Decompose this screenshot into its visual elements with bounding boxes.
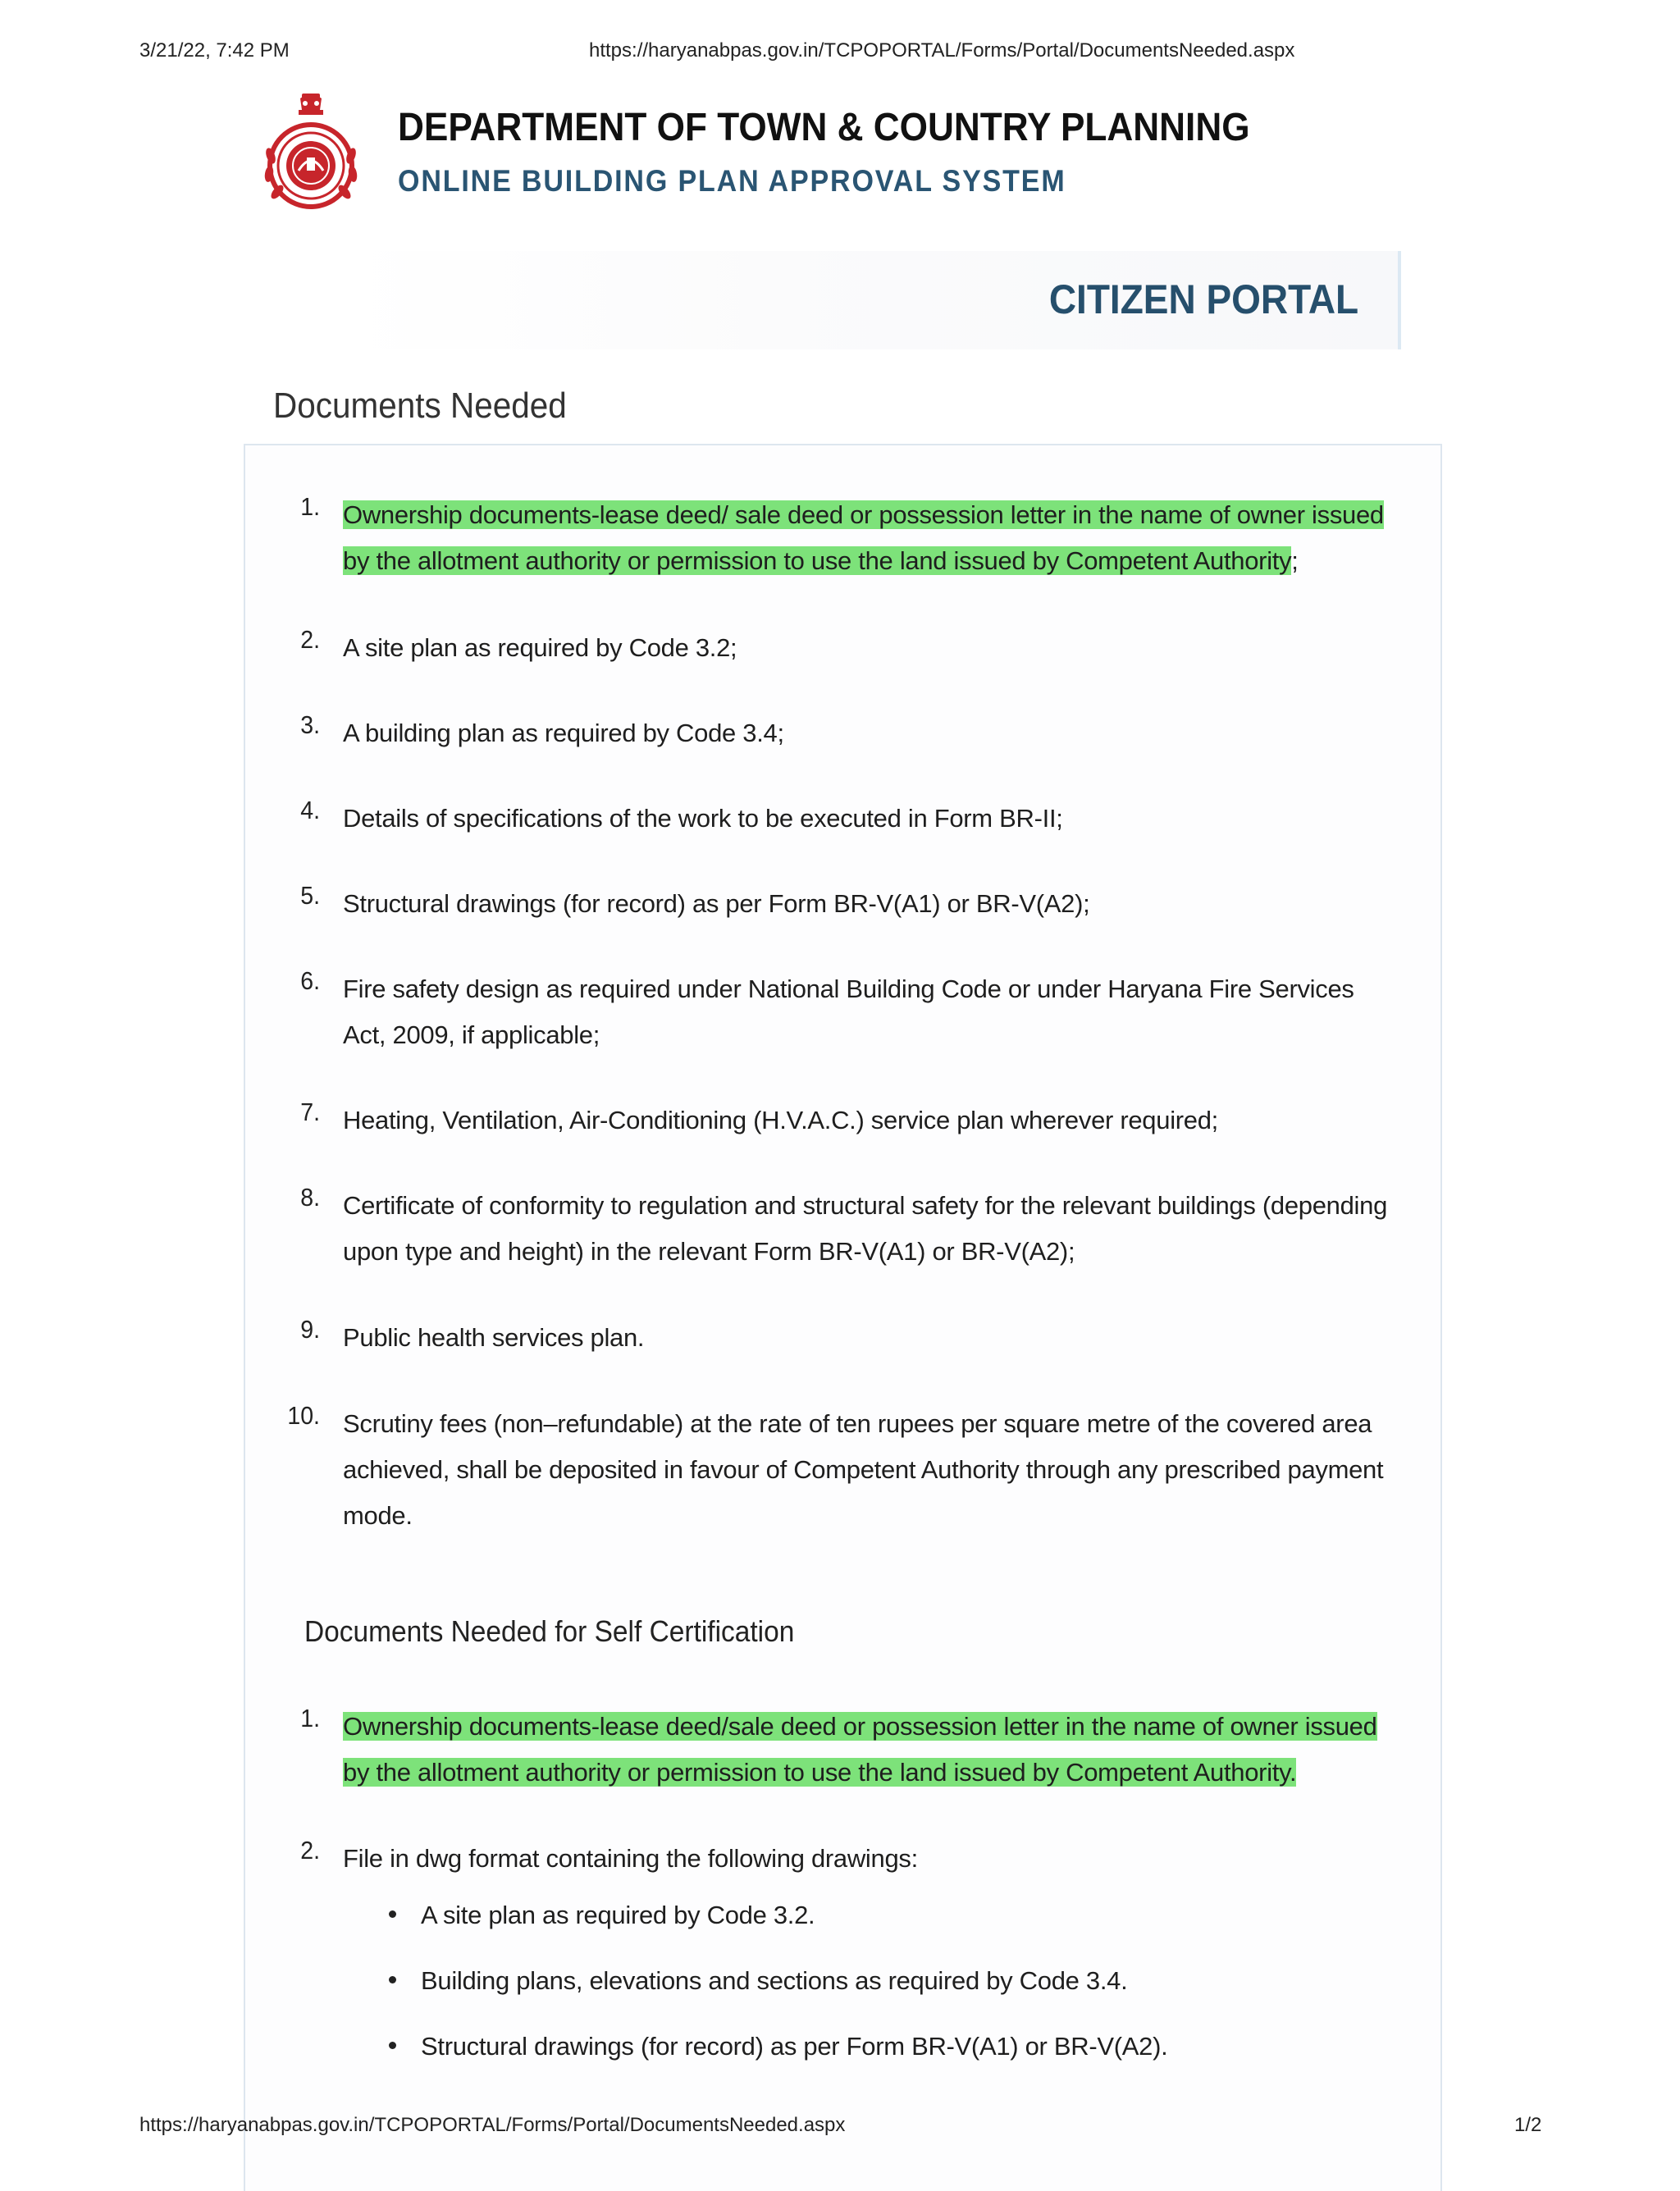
list-item-text: A building plan as required by Code 3.4;	[343, 719, 784, 747]
list-item-text: Structural drawings (for record) as per Form BR-V(A1) or BR-V(A2);	[343, 889, 1090, 918]
list-item-text: Fire safety design as required under National Building Code or under Haryana Fire Services Act, 2009, if applicable;	[343, 975, 1354, 1049]
list-item-text: Details of specifications of the work to be executed in Form BR-II;	[343, 804, 1063, 833]
list-item-number: 3.	[300, 710, 320, 739]
list-item-number: 7.	[300, 1098, 320, 1126]
bullet-dot-icon	[389, 2042, 396, 2049]
list-item-number: 2.	[300, 625, 320, 654]
bullet-dot-icon	[389, 1976, 396, 1983]
list-item-text	[343, 1704, 1401, 1796]
list-item-text: Public health services plan.	[343, 1323, 645, 1352]
print-page-number: 1/2	[1514, 2114, 1542, 2136]
list-item-text: Heating, Ventilation, Air-Conditioning (H.V.A.C.) service plan wherever required;	[343, 1106, 1218, 1134]
list-item-text: A site plan as required by Code 3.2;	[343, 633, 737, 662]
portal-banner-divider	[1398, 251, 1401, 349]
bullet-dot-icon	[389, 1910, 396, 1918]
list-item-number: 1.	[300, 492, 320, 521]
list-item-number: 2.	[300, 1836, 320, 1865]
list-item-text: Certificate of conformity to regulation and structural safety for the relevant buildings (depending upon type and height) in the relevant Form BR-V(A1) or BR-V(A2);	[343, 1191, 1388, 1266]
print-date: 3/21/22, 7:42 PM	[139, 39, 290, 62]
haryana-emblem-logo	[259, 89, 363, 213]
highlighted-text: Ownership documents-lease deed/sale deed or possession letter in the name of owner issued by the allotment authority or permission to use the land issued by Competent Authority.	[343, 1712, 1377, 1787]
portal-title: CITIZEN PORTAL	[1048, 276, 1358, 322]
list-item-number: 6.	[300, 966, 320, 995]
list-item-number: 1.	[300, 1704, 320, 1732]
documents-needed-heading: Documents Needed	[273, 386, 567, 426]
list-item-number: 5.	[300, 881, 320, 910]
bullet-item: Building plans, elevations and sections as required by Code 3.4.	[389, 1966, 1127, 1996]
list-item-number: 9.	[300, 1315, 320, 1344]
self-certification-heading: Documents Needed for Self Certification	[304, 1614, 795, 1648]
bullet-item: A site plan as required by Code 3.2.	[389, 1901, 815, 1930]
print-url-footer: https://haryanabpas.gov.in/TCPOPORTAL/Forms/Portal/DocumentsNeeded.aspx	[139, 2114, 846, 2136]
list-item-number: 8.	[300, 1183, 320, 1212]
list-item-number: 10.	[287, 1401, 320, 1430]
print-url-header: https://haryanabpas.gov.in/TCPOPORTAL/Forms/Portal/DocumentsNeeded.aspx	[589, 39, 1295, 62]
list-item-number: 4.	[300, 796, 320, 824]
bullet-item: Structural drawings (for record) as per Form BR-V(A1) or BR-V(A2).	[389, 2032, 1167, 2061]
department-title: DEPARTMENT OF TOWN & COUNTRY PLANNING	[398, 106, 1250, 149]
highlighted-text: Ownership documents-lease deed/ sale deed or possession letter in the name of owner issued by the allotment authority or permission to use the land issued by Competent Authority	[343, 500, 1384, 575]
list-item-text: Scrutiny fees (non–refundable) at the rate of ten rupees per square metre of the covered area achieved, shall be deposited in favour of Competent Authority through any prescribed payment mode.	[343, 1409, 1384, 1530]
list-item-text: Ownership documents-lease deed/ sale deed or possession letter in the name of owner issued by the allotment authority or permission to use the land issued by Competent Authority;	[343, 500, 1384, 575]
system-subtitle: ONLINE BUILDING PLAN APPROVAL SYSTEM	[398, 164, 1066, 198]
list-item-text: File in dwg format containing the following drawings:	[343, 1844, 918, 1873]
